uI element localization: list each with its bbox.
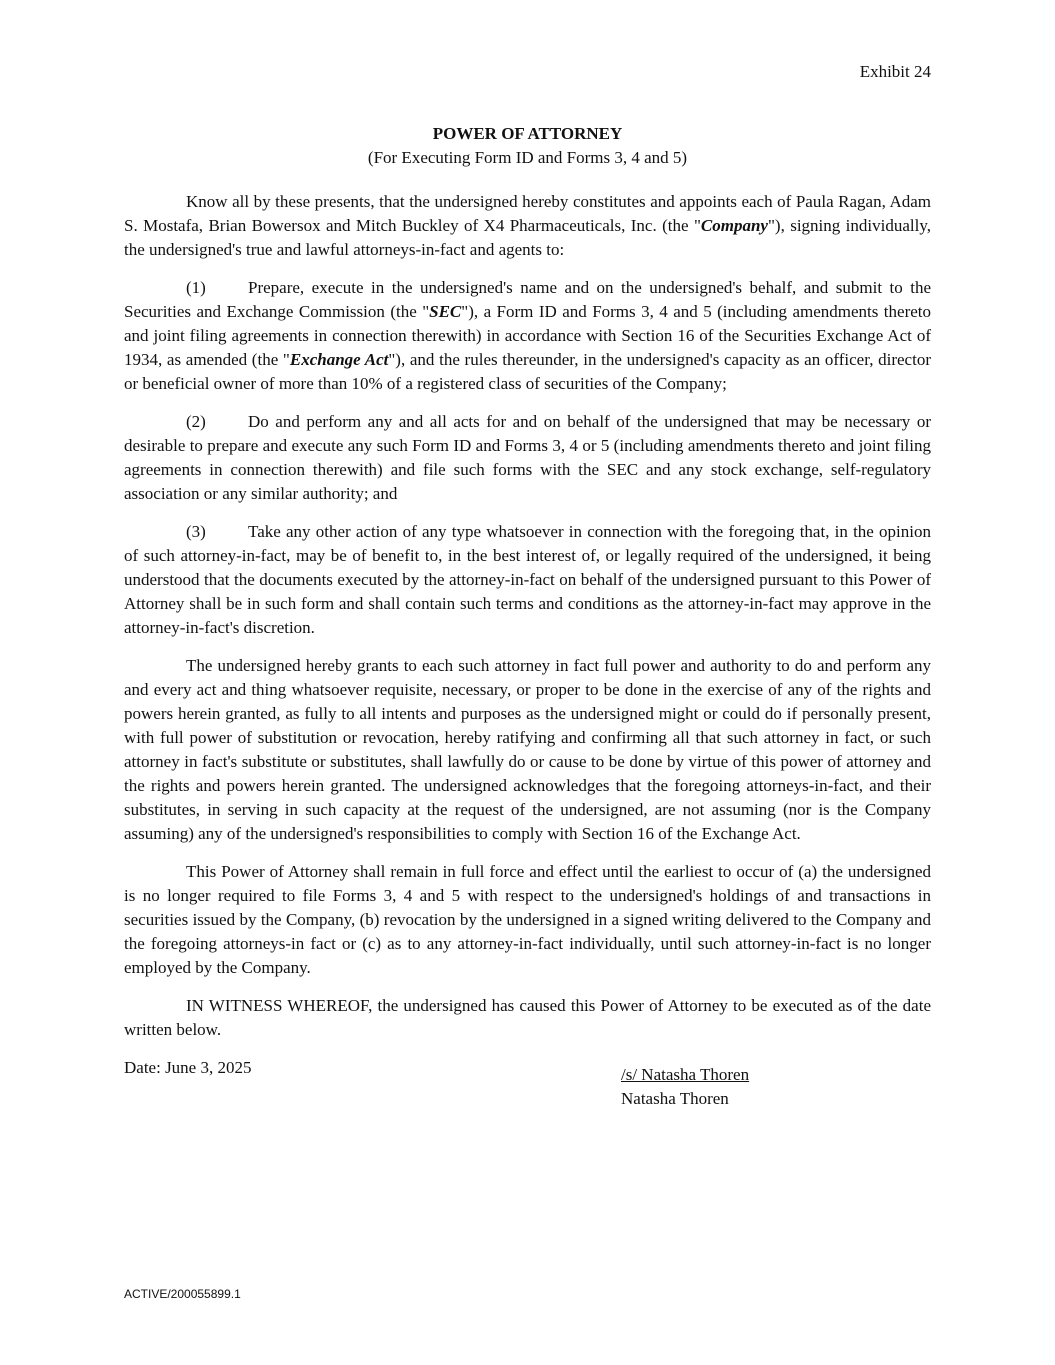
intro-paragraph xyxy=(124,190,931,262)
intro-text-b: "), signing individually, the undersigned's true and lawful attorneys-in-fact and agents to: xyxy=(124,216,931,259)
defined-term-exchange-act: Exchange Act xyxy=(289,350,389,369)
item-3-text: Take any other action of any type whatsoever in connection with the foregoing that, in the opinion of such attorney-in-fact, may be of benefit to, in the best interest of, or legally required of the undersigned, it being understood that the documents executed by the attorney-in-fact on behalf of the undersigned pursuant to this Power of Attorney shall be in such form and shall contain such terms and conditions as the attorney-in-fact may approve in the attorney-in-fact's discretion. xyxy=(124,522,931,637)
list-item-3 xyxy=(124,520,931,640)
document-subtitle: (For Executing Form ID and Forms 3, 4 and 5) xyxy=(367,148,688,167)
signature-line: /s/ Natasha Thoren xyxy=(621,1065,750,1084)
item-number: (1) xyxy=(186,278,206,297)
footer-doc-id: ACTIVE/200055899.1 xyxy=(124,1287,241,1301)
item-1-text-a: Prepare, execute in the undersigned's name and on the undersigned's behalf, and submit to the Securities and Exchange Commission (the " xyxy=(124,278,931,321)
item-2-text: Do and perform any and all acts for and on behalf of the undersigned that may be necessary or desirable to prepare and execute any such Form ID and Forms 3, 4 or 5 (including amendments thereto and joint filing agreements in connection therewith) and file such forms with the SEC and any stock exchange, self-regulatory association or any similar authority; and xyxy=(124,412,931,503)
list-item-1 xyxy=(124,276,931,396)
item-1-text-c: "), and the rules thereunder, in the undersigned's capacity as an officer, director or beneficial owner of more than 10% of a registered class of securities of the Company; xyxy=(124,350,931,393)
signature-block xyxy=(621,1063,749,1111)
signer-name: Natasha Thoren xyxy=(621,1089,729,1108)
intro-text-a: Know all by these presents, that the undersigned hereby constitutes and appoints each of Paula Ragan, Adam S. Mostafa, Brian Bowersox and Mitch Buckley of X4 Pharmaceuticals, Inc. (the " xyxy=(124,192,931,235)
item-number: (3) xyxy=(186,522,206,541)
document-title: POWER OF ATTORNEY xyxy=(432,124,623,143)
item-number: (2) xyxy=(186,412,206,431)
defined-term-company: Company xyxy=(700,216,768,235)
exhibit-label: Exhibit 24 xyxy=(859,62,931,81)
date-line: Date: June 3, 2025 xyxy=(124,1058,252,1077)
item-1-text-b: "), a Form ID and Forms 3, 4 and 5 (including amendments thereto and joint filing agreements in connection therewith) in accordance with Section 16 of the Securities Exchange Act of 1934, as amended (the " xyxy=(124,302,932,369)
duration-paragraph: This Power of Attorney shall remain in full force and effect until the earliest to occur of (a) the undersigned is no longer required to file Forms 3, 4 and 5 with respect to the undersigned's holdings of and transactions in securities issued by the Company, (b) revocation by the undersigned in a signed writing delivered to the Company and the foregoing attorneys-in fact or (c) as to any attorney-in-fact individually, until such attorney-in-fact is no longer employed by the Company. xyxy=(124,862,931,977)
document-page xyxy=(124,60,931,1094)
list-item-2 xyxy=(124,410,931,506)
grant-paragraph: The undersigned hereby grants to each such attorney in fact full power and authority to do and perform any and every act and thing whatsoever requisite, necessary, or proper to be done in the exercise of any of the rights and powers herein granted, as fully to all intents and purposes as the undersigned might or could do if personally present, with full power of substitution or revocation, hereby ratifying and confirming all that such attorney in fact, or such attorney in fact's substitute or substitutes, shall lawfully do or cause to be done by virtue of this power of attorney and the rights and powers herein granted. The undersigned acknowledges that the foregoing attorneys-in-fact, and their substitutes, in serving in such capacity at the request of the undersigned, are not assuming (nor is the Company assuming) any of the undersigned's responsibilities to comply with Section 16 of the Exchange Act. xyxy=(124,656,931,843)
defined-term-sec: SEC xyxy=(429,302,462,321)
witness-paragraph: IN WITNESS WHEREOF, the undersigned has caused this Power of Attorney to be executed as of the date written below. xyxy=(124,996,931,1039)
